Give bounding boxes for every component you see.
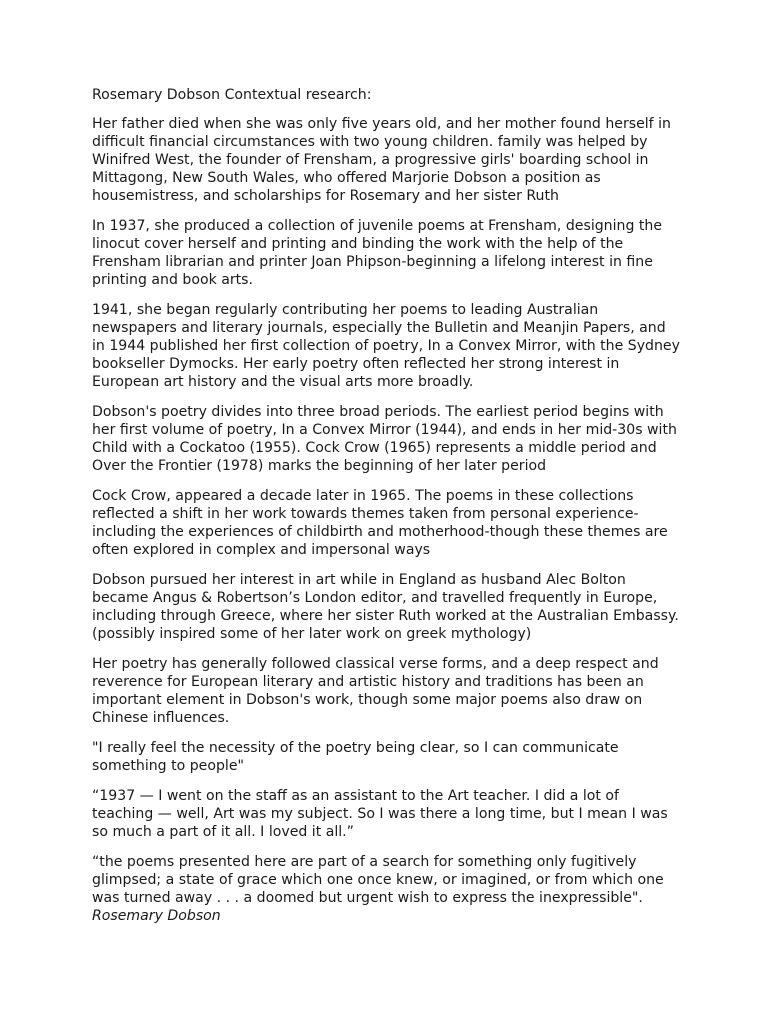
- paragraph-1941-contributions: 1941, she began regularly contributing her poems to leading Australian newspapers and literary journals, especially the Bulletin and Meanjin Papers, and in 1944 published her first collection of poetry, In a Convex Mirror, with the Sydney bookseller Dymocks. Her early poetry often reflected her strong interest in European art history and the visual arts more broadly.: [92, 302, 680, 390]
- paragraph-england: Dobson pursued her interest in art while in England as husband Alec Bolton became Angus & Robertson’s London editor, and travelled frequently in Europe, including through Greece, where her sister Ruth worked at the Australian Embassy. (possibly inspired some of her later work on greek mythology): [92, 572, 679, 642]
- paragraph-cock-crow: Cock Crow, appeared a decade later in 1965. The poems in these collections reflected a shift in her work towards themes taken from personal experience-including the experiences of childbirth and motherhood-though these themes are often explored in complex and impersonal ways: [92, 488, 668, 558]
- paragraph-three-periods: Dobson's poetry divides into three broad periods. The earliest period begins with her first volume of poetry, In a Convex Mirror (1944), and ends in her mid-30s with Child with a Cockatoo (1955). Cock Crow (1965) represents a middle period and Over the Frontier (1978) marks the beginning of her later period: [92, 404, 677, 474]
- quote-attribution: Rosemary Dobson: [92, 908, 221, 924]
- document-heading: Rosemary Dobson Contextual research:: [92, 87, 372, 103]
- paragraph-1937-poems: In 1937, she produced a collection of juvenile poems at Frensham, designing the linocut cover herself and printing and binding the work with the help of the Frensham librarian and printer Joan Phipson-beginning a lifelong interest in fine printing and book arts.: [92, 218, 663, 288]
- quote-1937-staff: “1937 — I went on the staff as an assistant to the Art teacher. I did a lot of teaching — well, Art was my subject. So I was there a long time, but I mean I was so much a part of it all. I loved it all.”: [92, 788, 668, 840]
- quote-poetry-clear: "I really feel the necessity of the poetry being clear, so I can communicate something to people": [92, 740, 619, 774]
- paragraph-classical-forms: Her poetry has generally followed classical verse forms, and a deep respect and reverence for European literary and artistic history and traditions has been an important element in Dobson's work, though some major poems also draw on Chinese influences.: [92, 656, 659, 726]
- document-page: [92, 86, 682, 925]
- paragraph-father: Her father died when she was only five years old, and her mother found herself in difficult financial circumstances with two young children. family was helped by Winifred West, the founder of Frensham, a progressive girls' boarding school in Mittagong, New South Wales, who offered Marjorie Dobson a position as housemistress, and scholarships for Rosemary and her sister Ruth: [92, 116, 671, 204]
- quote-poems-presented: “the poems presented here are part of a search for something only fugitively glimpsed; a state of grace which one once knew, or imagined, or from which one was turned away . . . a doomed but urgent wish to express the inexpressible".: [92, 854, 664, 906]
